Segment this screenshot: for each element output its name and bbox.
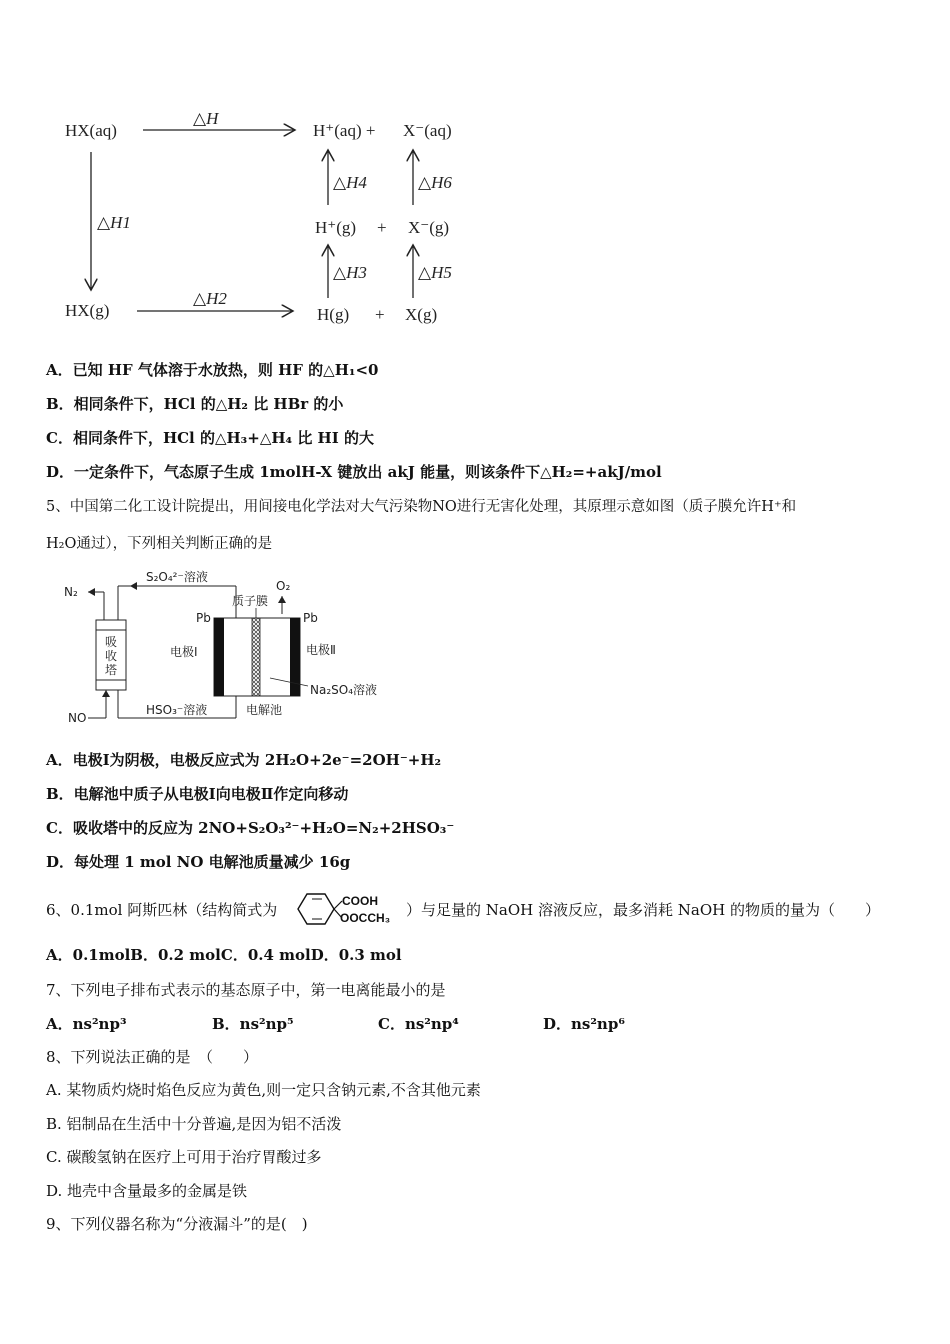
q4-option-a: A．已知 HF 气体溶于水放热，则 HF 的△H₁<0 bbox=[46, 361, 379, 379]
pb-right-label: Pb bbox=[303, 611, 318, 625]
s2o4-solution-label: S₂O₄²⁻溶液 bbox=[146, 570, 208, 584]
q4-option-c: C．相同条件下，HCl 的△H₃+△H₄ 比 HI 的大 bbox=[46, 429, 374, 447]
n2-label: N₂ bbox=[64, 585, 78, 599]
oocch3-group: OOCCH₃ bbox=[340, 911, 391, 925]
q7-option-d: D．ns²np⁶ bbox=[543, 1015, 625, 1033]
q5-option-b: B．电解池中质子从电极Ⅰ向电极Ⅱ作定向移动 bbox=[46, 785, 349, 803]
x-minus-aq-label: X⁻(aq) bbox=[403, 121, 452, 140]
q8-option-c: C. 碳酸氢钠在医疗上可用于治疗胃酸过多 bbox=[46, 1148, 322, 1166]
q4-option-d: D．一定条件下，气态原子生成 1molH-X 键放出 akJ 能量，则该条件下△H₂=+akJ/mol bbox=[46, 463, 662, 481]
q5-option-c: C．吸收塔中的反应为 2NO+S₂O₃²⁻+H₂O=N₂+2HSO₃⁻ bbox=[46, 819, 455, 837]
electrode-2-label: 电极Ⅱ bbox=[306, 643, 336, 657]
electrode-1-label: 电极Ⅰ bbox=[170, 645, 198, 659]
h-g-label: H(g) bbox=[317, 305, 350, 324]
q7-stem: 7、下列电子排布式表示的基态原子中，第一电离能最小的是 bbox=[46, 981, 446, 999]
o2-label: O₂ bbox=[276, 579, 291, 593]
q8-option-a: A. 某物质灼烧时焰色反应为黄色,则一定只含钠元素,不含其他元素 bbox=[46, 1081, 481, 1099]
pb-left-label: Pb bbox=[196, 611, 211, 625]
plus-sign-2: + bbox=[375, 305, 385, 324]
q6-stem-after: ）与足量的 NaOH 溶液反应，最多消耗 NaOH 的物质的量为（ ） bbox=[406, 901, 880, 919]
q7-option-b: B．ns²np⁵ bbox=[212, 1015, 294, 1033]
cooh-group: COOH bbox=[342, 894, 378, 908]
electrolysis-diagram bbox=[60, 568, 390, 728]
q7-option-c: C．ns²np⁴ bbox=[378, 1015, 459, 1033]
thermochemical-cycle-diagram bbox=[55, 100, 485, 335]
dh5-label: △H5 bbox=[418, 263, 452, 282]
svg-text:塔: 塔 bbox=[105, 663, 118, 677]
svg-text:收: 收 bbox=[105, 649, 118, 663]
q4-option-b: B．相同条件下，HCl 的△H₂ 比 HBr 的小 bbox=[46, 395, 344, 413]
q5-stem-line1: 5、中国第二化工设计院提出，用间接电化学法对大气污染物NO进行无害化处理，其原理示意如图（质子膜允许H⁺和 bbox=[46, 499, 797, 515]
no-label: NO bbox=[68, 711, 87, 725]
proton-membrane bbox=[252, 618, 260, 696]
dh3-label: △H3 bbox=[333, 263, 367, 282]
dh4-label: △H4 bbox=[333, 173, 367, 192]
q5-option-d: D．每处理 1 mol NO 电解池质量减少 16g bbox=[46, 853, 351, 871]
x-g-label: X(g) bbox=[405, 305, 438, 324]
q8-stem: 8、下列说法正确的是 （ ） bbox=[46, 1048, 259, 1066]
tower-label: 吸 bbox=[105, 635, 118, 649]
q7-option-a: A．ns²np³ bbox=[46, 1015, 127, 1033]
q9-stem: 9、下列仪器名称为“分液漏斗”的是( ) bbox=[46, 1215, 308, 1233]
membrane-label: 质子膜 bbox=[232, 594, 269, 608]
q5-option-a: A．电极Ⅰ为阴极，电极反应式为 2H₂O+2e⁻=2OH⁻+H₂ bbox=[46, 751, 442, 769]
h-plus-g-label: H⁺(g) bbox=[315, 218, 357, 237]
x-minus-g-label: X⁻(g) bbox=[408, 218, 450, 237]
hx-aq-label: HX(aq) bbox=[65, 121, 117, 140]
electrode-1 bbox=[214, 618, 224, 696]
q8-option-d: D. 地壳中含量最多的金属是铁 bbox=[46, 1182, 248, 1200]
aspirin-structure bbox=[290, 888, 405, 930]
h-plus-aq-label: H⁺(aq) + bbox=[313, 121, 376, 140]
hx-g-label: HX(g) bbox=[65, 301, 110, 320]
cell-label: 电解池 bbox=[246, 703, 283, 717]
q8-option-b: B. 铝制品在生活中十分普遍,是因为铝不活泼 bbox=[46, 1115, 342, 1133]
dh-label: △H bbox=[193, 109, 219, 128]
dh1-label: △H1 bbox=[97, 213, 131, 232]
q5-stem-line2: H₂O通过），下列相关判断正确的是 bbox=[46, 536, 273, 552]
dh2-label: △H2 bbox=[193, 289, 227, 308]
hso3-solution-label: HSO₃⁻溶液 bbox=[146, 703, 208, 717]
plus-sign-1: + bbox=[377, 218, 387, 237]
q6-stem-before: 6、0.1mol 阿斯匹林（结构简式为 bbox=[46, 901, 278, 919]
dh6-label: △H6 bbox=[418, 173, 452, 192]
na2so4-label: Na₂SO₄溶液 bbox=[310, 683, 378, 697]
q6-options: A．0.1molB．0.2 molC．0.4 molD．0.3 mol bbox=[46, 946, 402, 964]
